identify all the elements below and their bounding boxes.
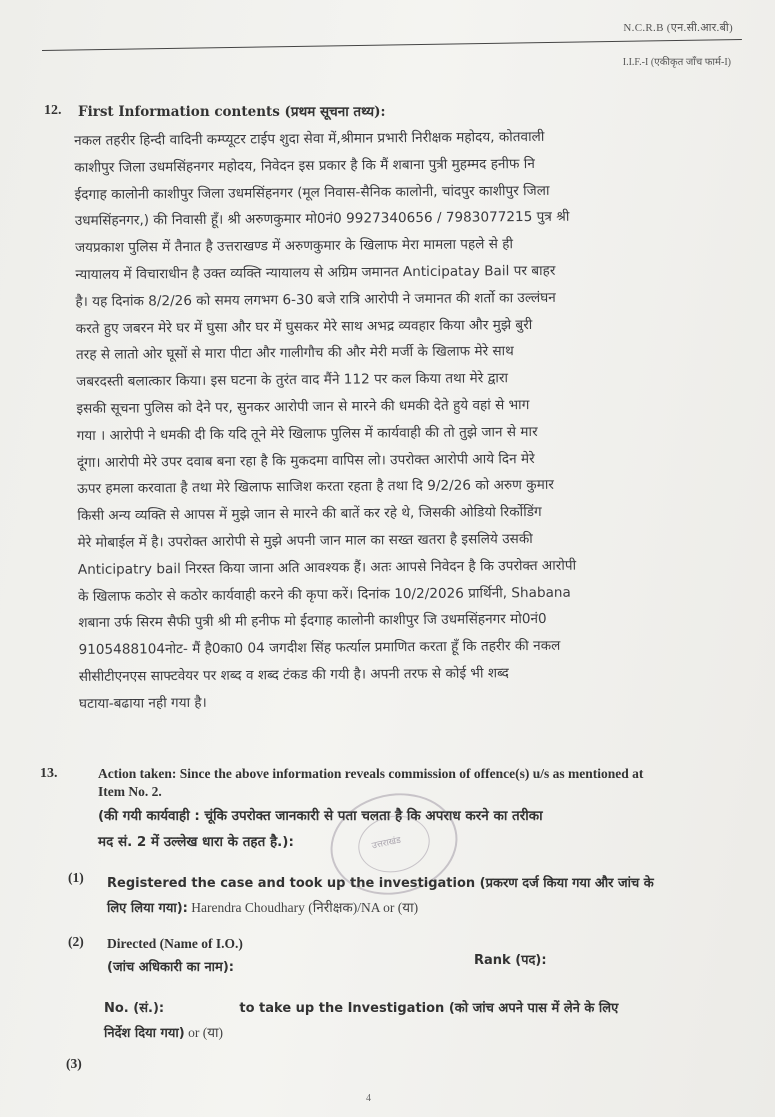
page-number: 4 [366, 1093, 371, 1104]
fir-line: शबाना उर्फ सिरम सैफी पुत्री श्री मी हनीफ मो ईदगाह कालोनी काशीपुर जि उधमसिंहनगर मो0नं0 [78, 611, 547, 632]
seal-text: उत्तराखंड [371, 835, 402, 852]
header-rule [42, 39, 742, 51]
item-2-take-line-2: निर्देश दिया गया) [104, 1026, 185, 1041]
form-id: N.C.R.B (एन.सी.आर.बी) [623, 22, 733, 34]
item-1-label-line-2: लिए लिया गया): [107, 901, 188, 916]
item-1-label-line-1: Registered the case and took up the investigation (प्रकरण दर्ज किया गया और जांच के [107, 876, 654, 891]
fir-line: मेरे मोबाईल में है। उपरोक्त आरोपी से मुझे अपनी जान माल का सख्त खतरा है इसलिये उसकी [77, 530, 533, 551]
item-2-direction-line-2 [104, 1021, 744, 1046]
item-1-number: (1) [68, 870, 84, 885]
item-2-rank [474, 948, 547, 973]
item-3-number: (3) [66, 1056, 82, 1071]
section-13-hindi-line-1: (की गयी कार्यवाही : चूंकि उपरोक्त जानकारी से पता चलता है कि अपराध करने का तरीका [98, 808, 543, 824]
fir-line: न्यायालय में विचाराधीन है उक्त व्यक्ति न्यायालय से अग्रिम जमानत Anticipatay Bail पर बाहर [75, 262, 556, 283]
fir-line: जबरदस्ती बलात्कार किया। इस घटना के तुरंत वाद मैंने 112 पर कल किया तथा मेरे द्वारा [76, 370, 509, 391]
fir-line: है। यह दिनांक 8/2/26 को समय लगभग 6-30 बजे रात्रि आरोपी ने जमानत की शर्तो का उल्लंघन [75, 289, 556, 310]
fir-line: घटाया-बढाया नही गया है। [78, 694, 207, 712]
item-2-no-label: No. (सं.): [104, 1001, 165, 1016]
item-2-io [107, 932, 427, 980]
item-2-take-line-1: to take up the Investigation (को जांच अपने पास में लेने के लिए [239, 1001, 619, 1016]
item-1 [107, 872, 747, 921]
fir-line: तरह से लातो ओर घूसों से मारा पीटा और गालीगौच की और मेरी मर्जी के खिलाफ मेरे साथ [75, 343, 514, 364]
fir-line: सीसीटीएनएस साफ्टवेयर पर शब्द व शब्द टंकड की गयी है। अपनी तरफ से कोई भी शब्द [78, 665, 509, 685]
fir-line: दूंगा। आरोपी मेरे उपर दवाब बना रहा है कि मुकदमा वापिस लो। उपरोक्त आरोपी आये दिन मेरे [76, 450, 535, 471]
fir-line: Anticipatry bail निरस्त किया जाना अति आवश्यक हैं। अतः आपसे निवेदन है कि उपरोक्त आरोपी [77, 557, 577, 578]
item-2-number: (2) [68, 934, 84, 949]
fir-line: काशीपुर जिला उधमसिंहनगर महोदय, निवेदन इस प्रकार है कि मैं शबाना पुत्री मुहम्मद हनीफ नि [74, 155, 535, 176]
item-1-line-2 [107, 896, 747, 921]
item-1-or: or (या) [383, 900, 419, 915]
fir-line: उधमसिंहनगर,) की निवासी हूँ। श्री अरुणकुमार मो0नं0 9927340656 / 7983077215 पुत्र श्री [74, 209, 570, 230]
fir-line: करते हुए जबरन मेरे घर में घुसा और घर में घुसकर मेरे साथ अभद्र व्यवहार किया और मुझे बुरी [75, 316, 533, 337]
fir-line: नकल तहरीर हिन्दी वादिनी कम्प्यूटर टाईप शुदा सेवा में,श्रीमान प्रभारी निरीक्षक महोदय, कोतवाली [74, 128, 545, 149]
fir-contents [74, 122, 749, 717]
fir-line: किसी अन्य व्यक्ति से आपस में मुझे जान से मारने की बातें कर रहे थे, जिसकी ओडियो रिर्कोडिंग [77, 504, 542, 525]
fir-line: ईदगाह कालोनी काशीपुर जिला उधमसिंहनगर (मूल निवास-सैनिक कालोनी, चांदपुर काशीपुर जिला [74, 182, 550, 203]
item-2-direction-line-1 [104, 996, 744, 1021]
fir-line: ऊपर हमला करवाता है तथा मेरे खिलाफ साजिश करता रहता है तथा दि 9/2/26 को अरुण कुमार [77, 477, 554, 498]
item-2-label-line-2: (जांच अधिकारी का नाम): [107, 960, 234, 975]
fir-line: जयप्रकाश पुलिस में तैनात है उत्तराखण्ड में अरुणकुमार के खिलाफ मेरा मामला पहले से ही [74, 236, 514, 257]
fir-line: इसकी सूचना पुलिस को देने पर, सुनकर आरोपी जान से मारने की धमकी देते हुये वहां से भाग [76, 397, 530, 417]
item-2-direction [104, 996, 744, 1046]
form-name: I.I.F.-I (एकीकृत जाँच फार्म-I) [622, 57, 731, 68]
section-12-number: 12. [44, 103, 62, 118]
fir-line: 9105488104नोट- मैं है0का0 04 जगदीश सिंह फर्त्याल प्रमाणित करता हूँ कि तहरीर की नकल [78, 637, 561, 659]
item-2-or: or (या) [188, 1025, 224, 1040]
fir-line: गया । आरोपी ने धमकी दी कि यदि तूने मेरे खिलाफ पुलिस में कार्यवाही की तो तुझे जान से मार [76, 423, 538, 444]
section-13-title: Action taken: Since the above information reveals commission of offence(s) u/s as mentioned at Item No. 2. [98, 766, 644, 799]
fir-line: के खिलाफ कठोर से कठोर कार्यवाही करने की कृपा करें। दिनांक 10/2/2026 प्रार्थिनी, Shabana [78, 584, 571, 605]
section-13-number: 13. [40, 766, 58, 781]
item-1-value: Harendra Choudhary (निरीक्षक)/NA [191, 900, 380, 915]
section-13-hindi-line-2: मद सं. 2 में उल्लेख धारा के तहत है.): [98, 834, 294, 850]
item-2-rank-label: Rank (पद): [474, 953, 547, 968]
section-12-title: First Information contents (प्रथम सूचना तथ्य): [78, 104, 386, 120]
item-2-label-line-1: Directed (Name of I.O.) [107, 936, 243, 951]
